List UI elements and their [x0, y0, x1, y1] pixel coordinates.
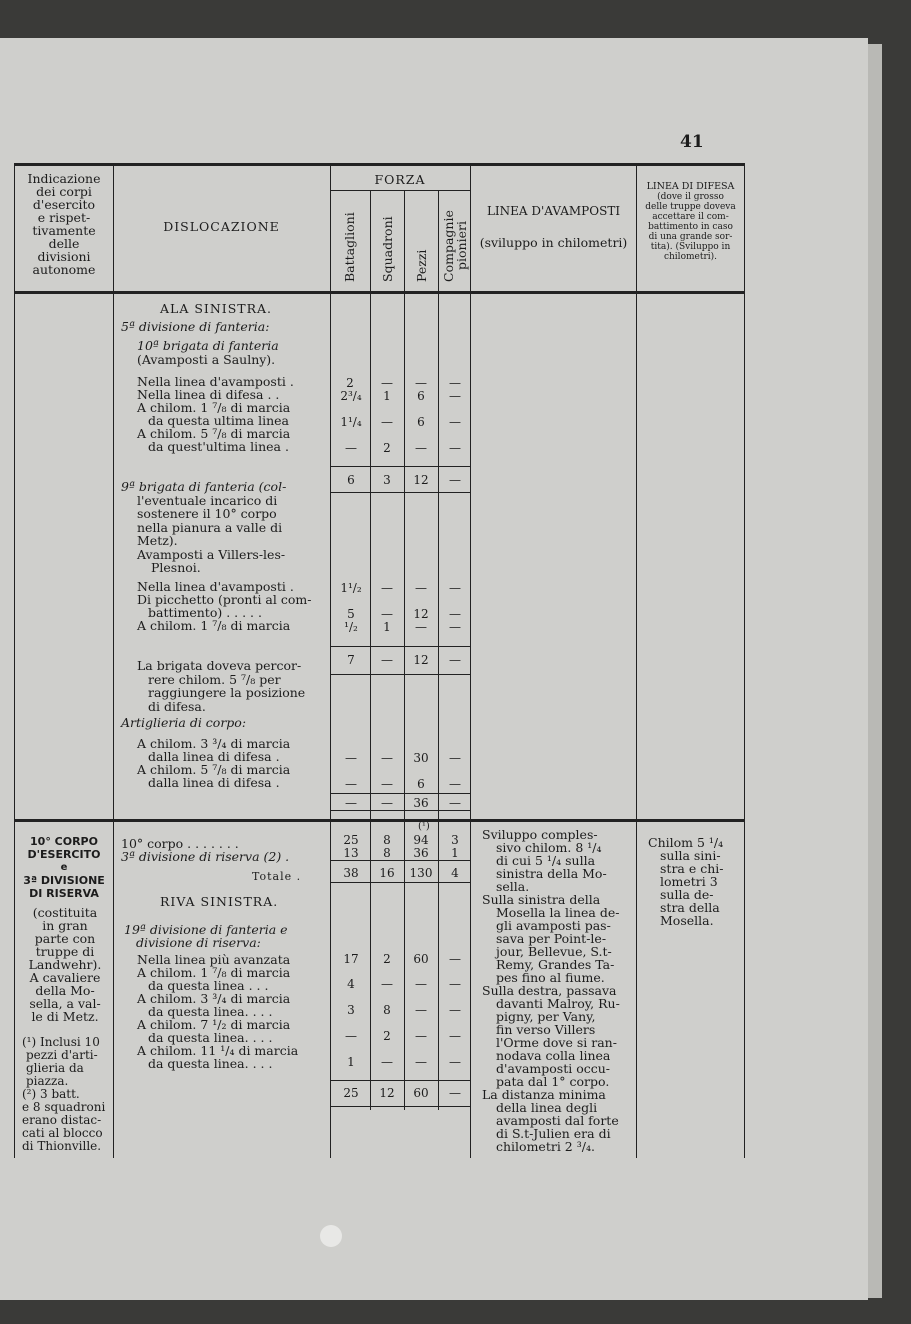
artiglieria-label: Artiglieria di corpo:	[121, 715, 247, 730]
total-rule-1	[330, 860, 470, 861]
header-squadroni: Squadroni	[380, 216, 395, 282]
row-art-2a: A chilom. 5 ⁷/₈ di marcia	[137, 762, 291, 777]
sum-rule	[330, 1080, 470, 1081]
section-rule	[14, 819, 744, 822]
row-art-1a: A chilom. 3 ³/₄ di marcia	[137, 736, 291, 751]
row-10-corpo: 10° corpo . . . . . . .	[121, 836, 239, 851]
subtotal-rule-2b	[330, 674, 470, 675]
col-line-7	[636, 163, 637, 1158]
row-difesa-1: Nella linea di difesa . .	[137, 387, 280, 402]
row-m3a: A chilom. 3 ³/₄ di marcia	[137, 991, 291, 1006]
col-line-6	[470, 163, 471, 1158]
row-avamposti-2: Nella linea d'avamposti .	[137, 579, 294, 594]
header-col1: Indicazione dei corpi d'esercito e rispet- tivamente delle divisioni autonome	[27, 171, 101, 277]
subtotal-rule-2	[330, 646, 470, 647]
row-art-1b: dalla linea di difesa .	[148, 749, 280, 764]
page-number: 41	[680, 132, 704, 152]
row-m2b: da questa linea . . .	[148, 978, 269, 993]
title-ala-sinistra: ALA SINISTRA.	[160, 301, 273, 316]
row-avamposti-1: Nella linea d'avamposti .	[137, 374, 294, 389]
note-marker-1: (¹)	[418, 821, 430, 832]
brig10-sub: (Avamposti a Saulny).	[137, 352, 276, 367]
div5-label: 5ª divisione di fanteria:	[121, 319, 270, 334]
row-3-divisione: 3ª divisione di riserva (2) .	[121, 849, 290, 864]
row-m3b: da questa linea. . . .	[148, 1004, 273, 1019]
avamposti-description: Sviluppo comples- sivo chilom. 8 ¹/₄ di cui 5 ¹/₄ sulla sinistra della Mo- sella. Sulla sinistra della Mosella la linea de- gli avamposti pas- sava per Point-le- jour, Bellevue, S.t- Remy, Grandes Ta- pes fino al fiume. Sulla destra, passava davanti Malroy, Ru- pigny, per Vany, fin verso Villers l'Orme dove si ran- nodava colla linea d'avamposti occu- pata dal 1° corpo. La distanza minima della linea degli avamposti dal forte di S.t-Julien era di chilometri 2 ³/₄.	[482, 827, 620, 1154]
brig9-block: 9ª brigata di fanteria (col- l'eventuale incarico di sostenere il 10° corpo nella pianura a valle di Metz). Avamposti a Villers-les- Plesnoi.	[121, 479, 287, 575]
brig10-label: 10ª brigata di fanteria	[137, 338, 279, 353]
div19-label-b: divisione di riserva:	[136, 935, 261, 950]
table-top-rule	[14, 163, 744, 166]
header-forza: FORZA	[374, 172, 426, 187]
col-line-0	[14, 163, 15, 1158]
header-pionieri: pionieri	[454, 221, 469, 270]
header-linea-avamposti: LINEA D'AVAMPOSTI	[486, 204, 621, 218]
col-line-1	[113, 163, 114, 1158]
header-linea-difesa: LINEA DI DIFESA (dove il grosso delle truppe doveva accettare il com- battimento in caso di una grande sor- tita). (Sviluppo in chilometri).	[645, 181, 736, 262]
row-art-2b: dalla linea di difesa .	[148, 775, 280, 790]
col-line-3	[370, 190, 371, 1110]
col-line-2	[330, 163, 331, 1158]
header-pezzi: Pezzi	[414, 249, 429, 282]
col-line-8	[744, 163, 745, 1158]
row-marcia-2a: A chilom. 5 ⁷/₈ di marcia	[137, 426, 291, 441]
header-sviluppo: (sviluppo in chilometri)	[479, 235, 628, 250]
brig-note: La brigata doveva percor- rere chilom. 5 ⁷/₈ per raggiungere la posizione di difesa.	[137, 658, 306, 714]
row-picchetto-a: Di picchetto (pronti al com-	[137, 592, 312, 607]
row-piu-avanzata: Nella linea più avanzata	[137, 952, 291, 967]
row-marcia-2b: da quest'ultima linea .	[148, 439, 289, 454]
row-m4a: A chilom. 7 ¹/₂ di marcia	[137, 1017, 291, 1032]
row-m5a: A chilom. 11 ¹/₄ di marcia	[137, 1043, 299, 1058]
page-edge	[868, 44, 882, 1298]
header-dislocazione: DISLOCAZIONE	[163, 219, 280, 234]
row-m5b: da questa linea. . . .	[148, 1056, 273, 1071]
footnote-1: (¹) Inclusi 10 pezzi d'arti- glieria da piazza.	[22, 1035, 100, 1088]
sum-rule-b	[330, 1106, 470, 1107]
subtotal-rule-1	[330, 466, 470, 467]
paper-spot	[320, 1225, 342, 1247]
footnote-2: (²) 3 batt. e 8 squadroni erano distac- cati al blocco di Thionville.	[22, 1087, 106, 1153]
row-marcia-3: A chilom. 1 ⁷/₈ di marcia	[137, 618, 291, 633]
row-totale: Totale .	[252, 870, 302, 883]
col-line-5	[438, 190, 439, 1110]
row-marcia-1a: A chilom. 1 ⁷/₈ di marcia	[137, 400, 291, 415]
corpo-description: (costituita in gran parte con truppe di Landwehr). A cavaliere della Mo- sella, a val- le di Metz.	[28, 905, 102, 1024]
header-bottom-rule	[14, 291, 744, 294]
div19-label-a: 19ª divisione di fanteria e	[124, 922, 288, 937]
subtotal-rule-3b	[330, 810, 470, 811]
row-marcia-1b: da questa ultima linea	[148, 413, 289, 428]
subtotal-rule-1b	[330, 492, 470, 493]
header-battaglioni: Battaglioni	[342, 212, 357, 282]
corpo-label: 10° CORPO D'ESERCITO e 3ª DIVISIONE DI RISERVA	[23, 835, 105, 900]
col-line-4	[404, 190, 405, 1110]
row-picchetto-b: battimento) . . . . .	[148, 605, 262, 620]
row-m4b: da questa linea. . . .	[148, 1030, 273, 1045]
title-riva-sinistra: RIVA SINISTRA.	[160, 894, 279, 909]
row-m2a: A chilom. 1 ⁷/₈ di marcia	[137, 965, 291, 980]
header-compagnie: Compagnie	[441, 210, 456, 282]
subtotal-rule-3	[330, 793, 470, 794]
difesa-description: Chilom 5 ¹/₄ sulla sini- stra e chi- lometri 3 sulla de- stra della Mosella.	[648, 835, 724, 928]
forza-rule	[330, 190, 470, 191]
total-rule-2	[330, 882, 470, 883]
